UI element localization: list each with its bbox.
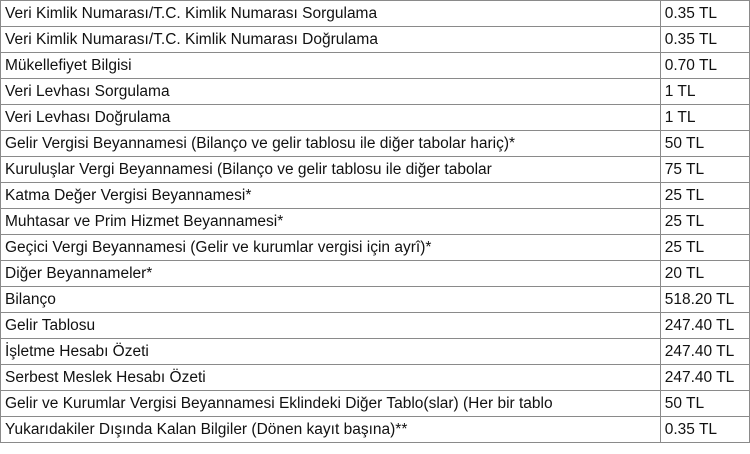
- table-row: [1, 79, 750, 105]
- price-cell: 1 TL: [660, 79, 749, 105]
- table-row: [1, 339, 750, 365]
- price-cell: 50 TL: [660, 131, 749, 157]
- service-cell: Gelir ve Kurumlar Vergisi Beyannamesi Eklindeki Diğer Tablo(slar) (Her bir tablo: [1, 391, 661, 417]
- service-cell: Bilanço: [1, 287, 661, 313]
- price-cell: 25 TL: [660, 235, 749, 261]
- table-row: [1, 417, 750, 443]
- table-row: [1, 391, 750, 417]
- table-row: [1, 235, 750, 261]
- service-cell: Katma Değer Vergisi Beyannamesi*: [1, 183, 661, 209]
- service-cell: Veri Kimlik Numarası/T.C. Kimlik Numarası Doğrulama: [1, 27, 661, 53]
- price-cell: 25 TL: [660, 209, 749, 235]
- service-cell: Yukarıdakiler Dışında Kalan Bilgiler (Dönen kayıt başına)**: [1, 417, 661, 443]
- table-row: [1, 313, 750, 339]
- price-cell: 0.35 TL: [660, 27, 749, 53]
- service-cell: Veri Levhası Sorgulama: [1, 79, 661, 105]
- price-cell: 0.70 TL: [660, 53, 749, 79]
- fee-table-body: [1, 1, 750, 443]
- table-row: [1, 261, 750, 287]
- service-cell: Muhtasar ve Prim Hizmet Beyannamesi*: [1, 209, 661, 235]
- table-row: [1, 1, 750, 27]
- price-cell: 518.20 TL: [660, 287, 749, 313]
- table-row: [1, 209, 750, 235]
- price-cell: 247.40 TL: [660, 365, 749, 391]
- service-cell: Diğer Beyannameler*: [1, 261, 661, 287]
- table-row: [1, 157, 750, 183]
- price-cell: 75 TL: [660, 157, 749, 183]
- table-row: [1, 27, 750, 53]
- service-cell: Veri Levhası Doğrulama: [1, 105, 661, 131]
- price-cell: 25 TL: [660, 183, 749, 209]
- price-cell: 0.35 TL: [660, 1, 749, 27]
- service-cell: Kuruluşlar Vergi Beyannamesi (Bilanço ve gelir tablosu ile diğer tabolar: [1, 157, 661, 183]
- service-cell: Serbest Meslek Hesabı Özeti: [1, 365, 661, 391]
- service-cell: Mükellefiyet Bilgisi: [1, 53, 661, 79]
- table-row: [1, 105, 750, 131]
- service-cell: Gelir Vergisi Beyannamesi (Bilanço ve gelir tablosu ile diğer tabolar hariç)*: [1, 131, 661, 157]
- price-cell: 1 TL: [660, 105, 749, 131]
- service-cell: Gelir Tablosu: [1, 313, 661, 339]
- price-cell: 50 TL: [660, 391, 749, 417]
- price-cell: 20 TL: [660, 261, 749, 287]
- table-row: [1, 365, 750, 391]
- service-cell: İşletme Hesabı Özeti: [1, 339, 661, 365]
- table-row: [1, 131, 750, 157]
- table-row: [1, 287, 750, 313]
- price-cell: 0.35 TL: [660, 417, 749, 443]
- service-cell: Veri Kimlik Numarası/T.C. Kimlik Numarası Sorgulama: [1, 1, 661, 27]
- table-row: [1, 183, 750, 209]
- price-cell: 247.40 TL: [660, 339, 749, 365]
- price-cell: 247.40 TL: [660, 313, 749, 339]
- service-cell: Geçici Vergi Beyannamesi (Gelir ve kurumlar vergisi için ayrî)*: [1, 235, 661, 261]
- table-row: [1, 53, 750, 79]
